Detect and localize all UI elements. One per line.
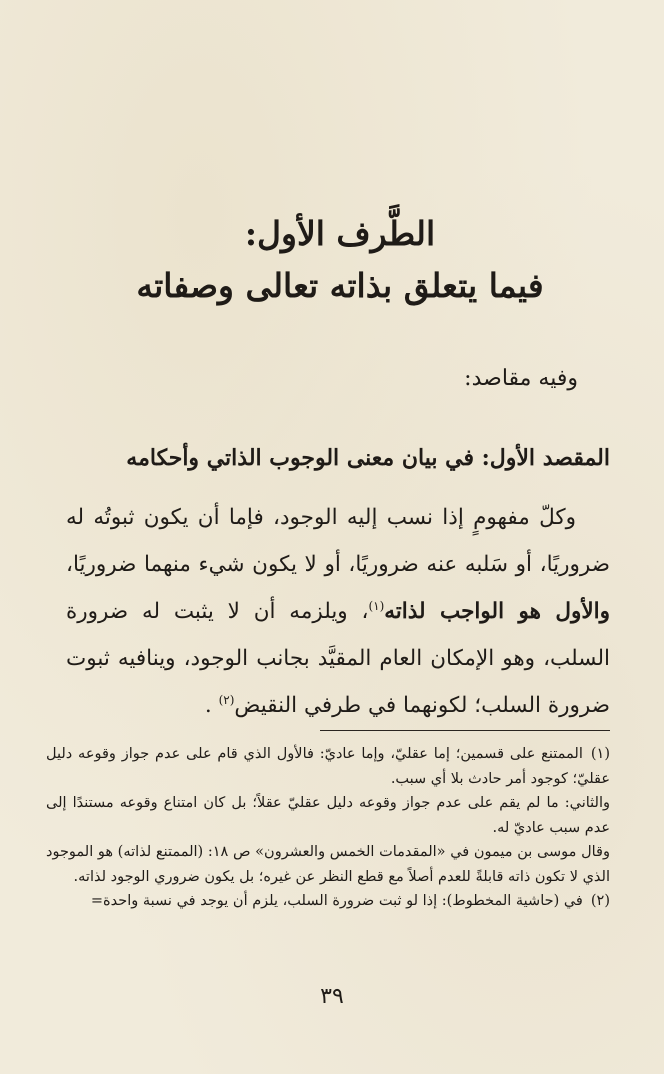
body-paragraph: [66, 494, 610, 729]
footnote-1-para-3: وقال موسى بن ميمون في «المقدمات الخمس والعشرون» ص ١٨: (الممتنع لذاته) هو الموجود الذي لا تكون ذاته قابلةً للعدم أصلاً مع قطع النظر عن غيره؛ بل يكون ضروري الوجود لذاته.: [46, 844, 610, 885]
body-text-end: .: [204, 693, 212, 718]
chapter-title: [60, 208, 620, 312]
footnote-2-number: (٢): [590, 893, 610, 909]
body-text: [66, 494, 610, 729]
section-heading-text: في بيان معنى الوجوب الذاتي وأحكامه: [126, 445, 474, 471]
footnote-1-para-2: والثاني: ما لم يقم على عدم جواز وقوعه دليل عقليّ عقلاً؛ بل كان امتناع وقوعه مستندًا إلى عدم سبب عاديّ له.: [46, 795, 610, 836]
chapter-title-line-1: الطَّرف الأول:: [244, 214, 436, 253]
section-heading: [50, 442, 610, 474]
footnote-ref-2[interactable]: (٢): [218, 692, 235, 707]
footnote-2-text: في (حاشية المخطوط): إذا لو ثبت ضرورة السلب، يلزم أن يوجد في نسبة واحدة=: [90, 893, 583, 909]
body-bold-phrase: والأول هو الواجب لذاته: [384, 599, 610, 624]
body-text-part-1: وكلّ مفهومٍ إذا نسب إليه الوجود، فإما أن يكون ثبوتُه له ضروريًا، أو سَلبه عنه ضروريًا، أو لا يكون شيء منهما ضروريًا،: [66, 505, 610, 577]
intro-text: وفيه مقاصد:: [464, 366, 578, 391]
footnotes: [46, 742, 610, 914]
footnote-ref-1[interactable]: (١): [368, 598, 385, 613]
section-heading-prefix: المقصد الأول:: [481, 445, 610, 471]
footnote-1-number: (١): [590, 746, 610, 762]
footnote-1: [46, 742, 610, 791]
footnote-divider: [320, 730, 610, 731]
footnote-2: [46, 889, 610, 914]
body-text-part-2: ، ويلزمه أن لا يثبت له ضرورة السلب، وهو الإمكان العام المقيَّد بجانب الوجود، وينافيه ثبوت ضرورة السلب؛ لكونهما في طرفي النقيض: [66, 599, 610, 718]
page-number: ٣٩: [320, 984, 344, 1009]
chapter-title-line-2: فيما يتعلق بذاته تعالى وصفاته: [136, 266, 544, 305]
footnote-1-line-1: الممتنع على قسمين؛ إما عقليّ، وإما عاديّ: فالأول الذي قام على عدم جواز وقوعه دليل عقليّ؛ كوجود أمر حادث بلا أي سبب.: [46, 746, 610, 787]
